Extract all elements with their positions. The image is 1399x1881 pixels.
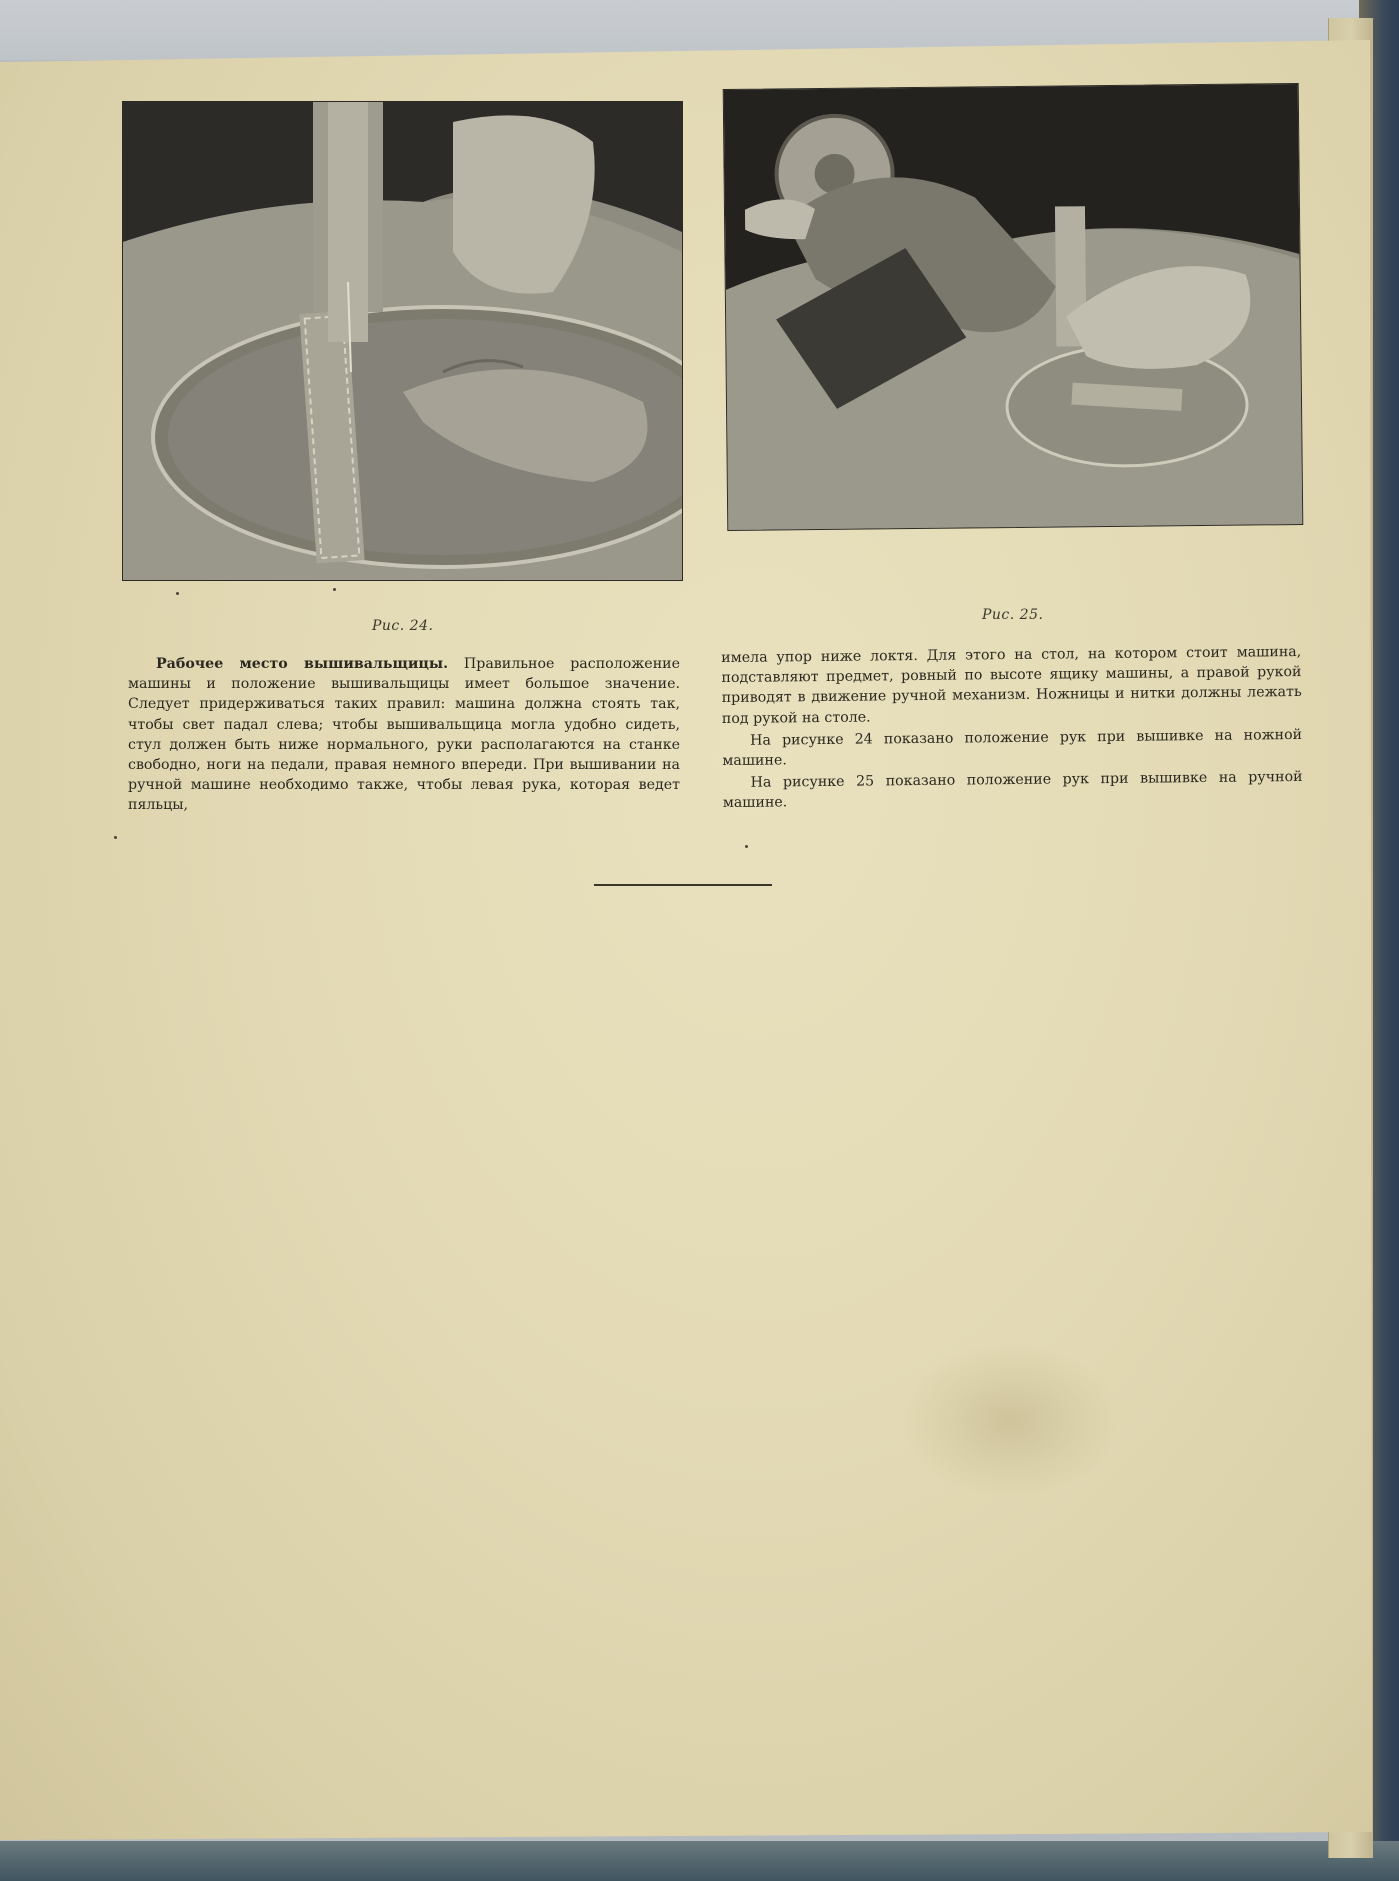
- background-bottom: [0, 1841, 1399, 1881]
- print-speck: [333, 588, 336, 591]
- figure-25-photo: [723, 83, 1304, 531]
- paragraph-figure-24-note: На рисунке 24 показано положение рук при вышивке на ножной машине.: [722, 726, 1303, 770]
- figure-24-illustration: [123, 102, 682, 580]
- section-divider: [594, 884, 772, 886]
- print-speck: [114, 836, 117, 839]
- paragraph-lead-heading: Рабочее место вышивальщицы.: [156, 656, 449, 672]
- paragraph-continuation: имела упор ниже локтя. Для этого на стол, на котором стоит машина, подставляют предмет, ровный по высоте ящику машины, а правой рукой приводят в движение ручной механизм. Ножницы и нитки должны лежать под рукой на столе.: [721, 643, 1302, 727]
- paragraph-workplace: [128, 654, 680, 816]
- figure-24-photo: [122, 101, 683, 581]
- print-speck: [176, 592, 179, 595]
- figure-25-caption: Рис. 25.: [982, 607, 1044, 623]
- page-stain: [900, 1340, 1120, 1500]
- paragraph-body: Правильное расположение машины и положение вышивальщицы имеет большое значение. Следует придерживаться таких правил: машина должна стоять так, чтобы свет падал слева; чтобы вышивальщица могла удобно сидеть, стул должен быть ниже нормального, руки располагаются на станке свободно, ноги на педали, правая немного впереди. При вышивании на ручной машине необходимо также, чтобы левая рука, которая ведет пяльцы,: [128, 656, 681, 814]
- text-column-right: [721, 642, 1303, 814]
- paragraph-figure-25-note: На рисунке 25 показано положение рук при вышивке на ручной машине.: [722, 769, 1303, 812]
- figure-24-caption: Рис. 24.: [372, 618, 434, 634]
- text-column-left: [128, 654, 680, 816]
- print-speck: [745, 845, 748, 848]
- figure-25-illustration: [724, 84, 1303, 530]
